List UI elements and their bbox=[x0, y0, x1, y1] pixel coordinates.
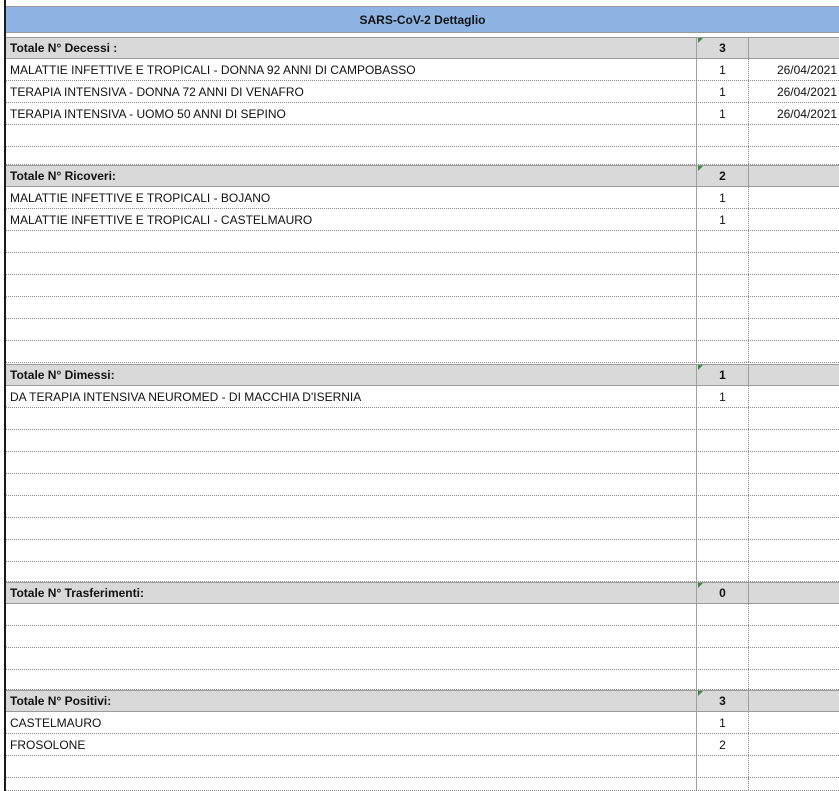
row-count: 1 bbox=[696, 187, 748, 208]
empty-row[interactable] bbox=[6, 778, 839, 791]
empty-row[interactable] bbox=[6, 626, 839, 648]
date-cell bbox=[748, 365, 839, 385]
cell-flag-icon bbox=[698, 583, 703, 588]
empty-row[interactable] bbox=[6, 147, 839, 165]
empty-row[interactable] bbox=[6, 319, 839, 341]
empty-row[interactable] bbox=[6, 408, 839, 430]
row-description: TERAPIA INTENSIVA - UOMO 50 ANNI DI SEPINO bbox=[10, 106, 286, 121]
row-count: 1 bbox=[696, 59, 748, 80]
section-label: Totale N° Ricoveri: bbox=[10, 169, 116, 183]
date-cell bbox=[748, 583, 839, 603]
empty-row[interactable] bbox=[6, 275, 839, 297]
section-label: Totale N° Decessi : bbox=[10, 41, 118, 55]
cell-flag-icon bbox=[698, 38, 703, 43]
table-row[interactable] bbox=[6, 712, 839, 734]
table-row[interactable] bbox=[6, 59, 839, 81]
section-label: Totale N° Positivi: bbox=[10, 694, 112, 708]
table-row[interactable] bbox=[6, 187, 839, 209]
row-description: FROSOLONE bbox=[10, 737, 86, 752]
table-row[interactable] bbox=[6, 81, 839, 103]
row-date: 26/04/2021 bbox=[748, 59, 839, 80]
table-row[interactable] bbox=[6, 386, 839, 408]
row-description: DA TERAPIA INTENSIVA NEUROMED - DI MACCHIA D'ISERNIA bbox=[10, 389, 362, 404]
section-total: 0 bbox=[696, 583, 748, 603]
section-label: Totale N° Dimessi: bbox=[10, 368, 115, 382]
table-row[interactable] bbox=[6, 734, 839, 756]
section-total: 3 bbox=[696, 691, 748, 711]
section-header-ricoveri[interactable] bbox=[6, 165, 839, 187]
row-date: 26/04/2021 bbox=[748, 81, 839, 102]
empty-row[interactable] bbox=[6, 474, 839, 496]
row-count: 1 bbox=[696, 81, 748, 102]
row-description: MALATTIE INFETTIVE E TROPICALI - BOJANO bbox=[10, 190, 271, 205]
table-row[interactable] bbox=[6, 103, 839, 125]
empty-row[interactable] bbox=[6, 518, 839, 540]
date-cell bbox=[748, 166, 839, 186]
row-date bbox=[748, 712, 839, 733]
empty-row[interactable] bbox=[6, 452, 839, 474]
empty-row[interactable] bbox=[6, 297, 839, 319]
section-total: 3 bbox=[696, 38, 748, 58]
cell-flag-icon bbox=[698, 365, 703, 370]
empty-row[interactable] bbox=[6, 540, 839, 562]
row-date: 26/04/2021 bbox=[748, 103, 839, 124]
empty-row[interactable] bbox=[6, 670, 839, 690]
section-total: 2 bbox=[696, 166, 748, 186]
row-date bbox=[748, 209, 839, 230]
row-description: MALATTIE INFETTIVE E TROPICALI - CASTELMAURO bbox=[10, 212, 313, 227]
row-description: TERAPIA INTENSIVA - DONNA 72 ANNI DI VENAFRO bbox=[10, 84, 304, 99]
row-description: CASTELMAURO bbox=[10, 715, 102, 730]
empty-row[interactable] bbox=[6, 756, 839, 778]
empty-row[interactable] bbox=[6, 562, 839, 582]
row-count: 1 bbox=[696, 209, 748, 230]
sheet-title: SARS-CoV-2 Dettaglio bbox=[6, 6, 839, 33]
row-count: 1 bbox=[696, 386, 748, 407]
row-date bbox=[748, 386, 839, 407]
cell-flag-icon bbox=[698, 166, 703, 171]
section-header-decessi[interactable] bbox=[6, 37, 839, 59]
row-count: 1 bbox=[696, 712, 748, 733]
section-header-dimessi[interactable] bbox=[6, 364, 839, 386]
empty-row[interactable] bbox=[6, 341, 839, 363]
empty-row[interactable] bbox=[6, 125, 839, 147]
row-count: 1 bbox=[696, 103, 748, 124]
cell-flag-icon bbox=[698, 691, 703, 696]
section-header-positivi[interactable] bbox=[6, 690, 839, 712]
empty-row[interactable] bbox=[6, 604, 839, 626]
empty-row[interactable] bbox=[6, 253, 839, 275]
row-description: MALATTIE INFETTIVE E TROPICALI - DONNA 92 ANNI DI CAMPOBASSO bbox=[10, 62, 416, 77]
section-header-trasferimenti[interactable] bbox=[6, 582, 839, 604]
row-date bbox=[748, 734, 839, 755]
date-cell bbox=[748, 691, 839, 711]
table-row[interactable] bbox=[6, 209, 839, 231]
date-cell bbox=[748, 38, 839, 58]
section-total: 1 bbox=[696, 365, 748, 385]
row-date bbox=[748, 187, 839, 208]
empty-row[interactable] bbox=[6, 496, 839, 518]
empty-row[interactable] bbox=[6, 648, 839, 670]
section-label: Totale N° Trasferimenti: bbox=[10, 586, 144, 600]
row-count: 2 bbox=[696, 734, 748, 755]
empty-row[interactable] bbox=[6, 231, 839, 253]
empty-row[interactable] bbox=[6, 430, 839, 452]
